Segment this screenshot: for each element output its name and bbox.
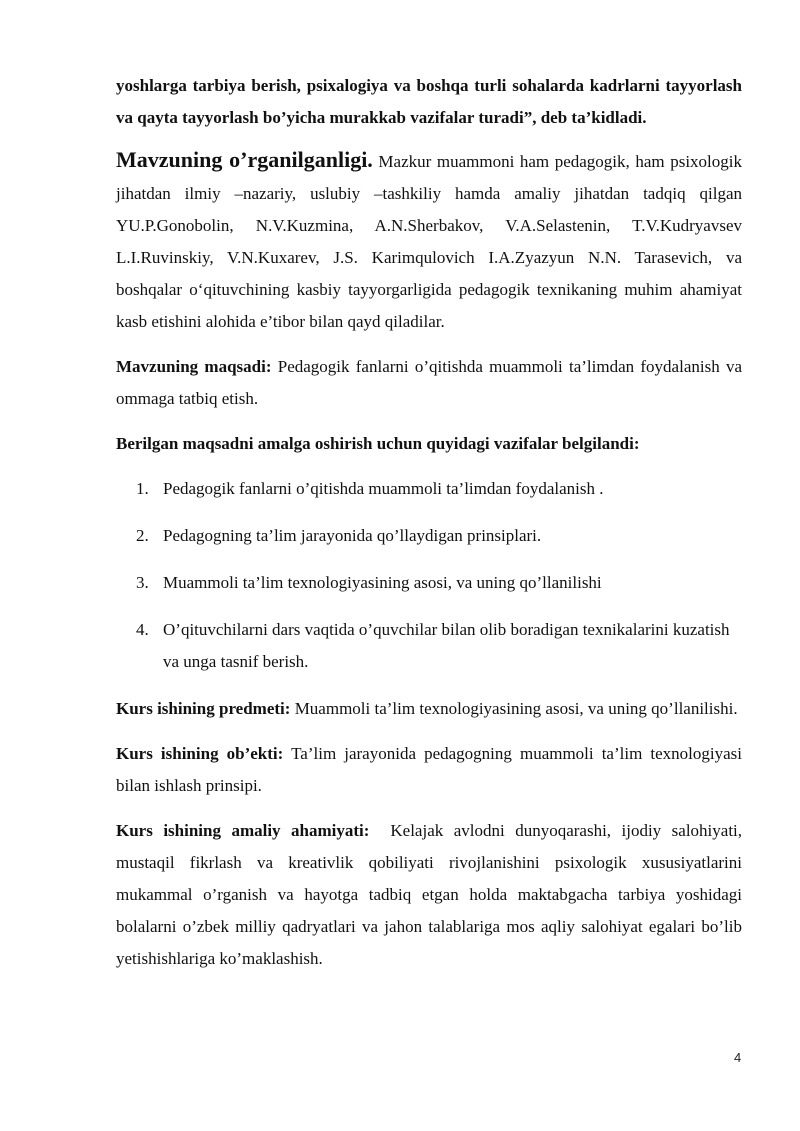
list-item-number: 2. [136, 526, 149, 545]
practical-text: Kelajak avlodni dunyoqarashi, ijodiy salohiyati, mustaqil fikrlash va kreativlik qobiliyati rivojlanishini psixologik xususiyatlarini mukammal o’rganish va hayotga tadbiq etgan holda maktabgacha tarbiya yoshidagi bolalarni o’zbek milliy qadryatlari va jahon talablariga mos aqliy salohiyat egalari bo’lib yetishishlariga ko’maklashish. [116, 821, 743, 968]
list-item [116, 473, 742, 505]
tasks-heading: Berilgan maqsadni amalga oshirish uchun quyidagi vazifalar belgilandi: [116, 434, 640, 453]
list-item [116, 567, 742, 599]
goal-paragraph [116, 351, 742, 415]
goal-heading: Mavzuning maqsadi: [116, 357, 272, 376]
object-heading: Kurs ishining ob’ekti: [116, 744, 284, 763]
list-item-number: 4. [136, 620, 149, 639]
document-page [116, 70, 742, 975]
list-item-text: Muammoli ta’lim texnologiyasining asosi, va uning qo’llanilishi [163, 573, 602, 592]
practical-paragraph [116, 815, 742, 975]
list-item [116, 520, 742, 552]
list-item-number: 1. [136, 479, 149, 498]
subject-heading: Kurs ishining predmeti: [116, 699, 291, 718]
practical-heading: Kurs ishining amaliy ahamiyati: [116, 821, 370, 840]
list-item-number: 3. [136, 573, 149, 592]
page-number: 4 [734, 1050, 742, 1065]
subject-text: Muammoli ta’lim texnologiyasining asosi, va uning qo’llanilishi. [294, 699, 738, 718]
study-text: Mazkur muammoni ham pedagogik, ham psixologik jihatdan ilmiy –nazariy, uslubiy –tashkiliy hamda amaliy jihatdan tadqiq qilgan YU.P.Gonobolin, N.V.Kuzmina, A.N.Sherbakov, V.A.Selastenin, T.V.Kudryavsev L.I.Ruvinskiy, V.N.Kuxarev, J.S. Karimqulovich I.A.Zyazyun N.N. Tarasevich, va boshqalar o‘qituvchining kasbiy tayyorgarligida pedagogik texnikaning muhim ahamiyat kasb etishini alohida e’tibor bilan qayd qiladilar. [116, 152, 742, 331]
study-heading: Mavzuning o’rganilganligi. [116, 147, 373, 172]
list-item-text: Pedagogning ta’lim jarayonida qo’llaydigan prinsiplari. [163, 526, 542, 545]
subject-paragraph [116, 693, 742, 725]
object-text: Ta’lim jarayonida pedagogning muammoli ta’lim texnologiyasi bilan ishlash prinsipi. [116, 744, 742, 795]
tasks-list [116, 473, 742, 678]
object-paragraph [116, 738, 742, 802]
study-paragraph [116, 144, 742, 338]
goal-text: Pedagogik fanlarni o’qitishda muammoli ta’limdan foydalanish va ommaga tatbiq etish. [116, 357, 742, 408]
list-item [116, 614, 742, 678]
intro-quote: yoshlarga tarbiya berish, psixalogiya va boshqa turli sohalarda kadrlarni tayyorlash va qayta tayyorlash bo’yicha murakkab vazifalar turadi”, deb ta’kidladi. [116, 76, 742, 127]
list-item-text: Pedagogik fanlarni o’qitishda muammoli ta’limdan foydalanish . [163, 479, 604, 498]
list-item-text: O’qituvchilarni dars vaqtida o’quvchilar bilan olib boradigan texnikalarini kuzatish va unga tasnif berish. [163, 620, 730, 671]
